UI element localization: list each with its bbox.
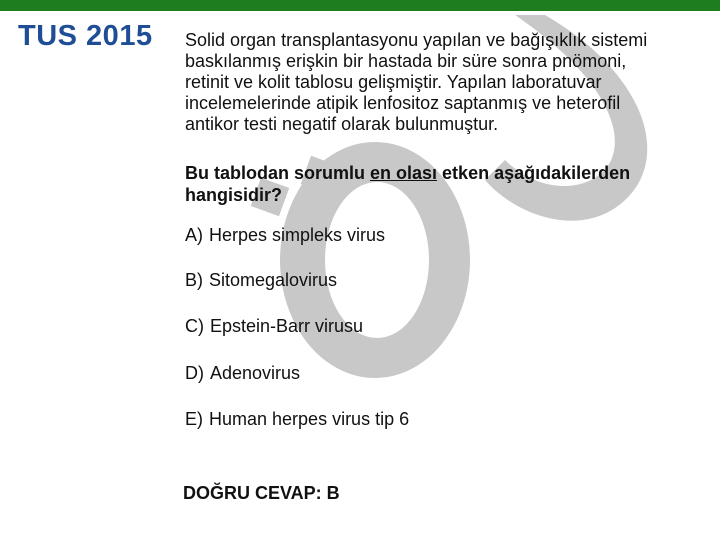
option-letter: A)	[185, 225, 203, 245]
option-text: Adenovirus	[210, 363, 301, 383]
option-d	[185, 362, 300, 384]
option-letter: B)	[185, 270, 203, 290]
option-text: Sitomegalovirus	[209, 270, 338, 290]
option-letter: D)	[185, 363, 204, 383]
option-text: Human herpes virus tip 6	[209, 409, 410, 429]
option-text: Herpes simpleks virus	[209, 225, 386, 245]
prompt-text-end: etken aşağıdakilerden hangisidir?	[185, 163, 631, 205]
slide-title: TUS 2015	[18, 20, 153, 52]
prompt-text-start: Bu tablodan sorumlu	[185, 163, 371, 183]
option-e	[185, 408, 409, 430]
option-letter: E)	[185, 409, 203, 429]
question-prompt	[185, 162, 665, 206]
question-stem: Solid organ transplantasyonu yapılan ve bağışıklık sistemi baskılanmış erişkin bir hastada bir süre sonra pnömoni, retinit ve kolit tablosu gelişmiştir. Yapılan laboratuvar incelemelerinde atipik lenfositoz saptanmış ve heterofil antikor testi negatif olarak bulunmuştur.	[185, 30, 648, 134]
option-text: Epstein-Barr virusu	[210, 316, 364, 336]
option-b	[185, 269, 337, 291]
option-letter: C)	[185, 316, 204, 336]
correct-answer: DOĞRU CEVAP: B	[183, 483, 340, 503]
option-c	[185, 315, 363, 337]
option-a	[185, 224, 385, 246]
prompt-emphasis: en olası	[370, 163, 438, 183]
